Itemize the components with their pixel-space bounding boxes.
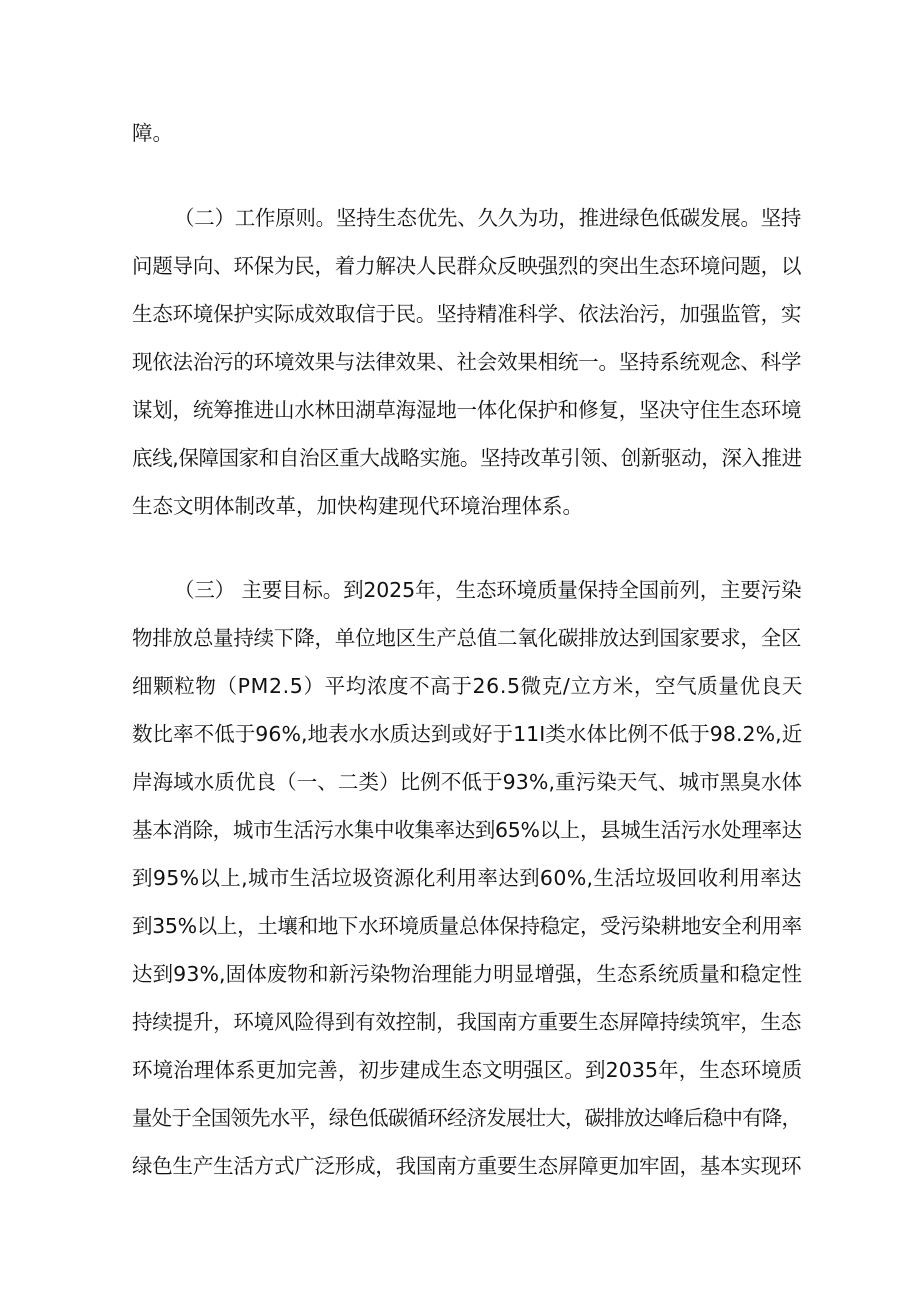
text-line: 到95%以上,城市生活垃圾资源化利用率达到60%,生活垃圾回收利用率达 <box>132 866 802 890</box>
text-line: 到35%以上，土壤和地下水环境质量总体保持稳定，受污染耕地安全利用率 <box>132 914 802 938</box>
text-line: 岸海域水质优良（一、二类）比例不低于93%,重污染天气、城市黑臭水体 <box>132 770 803 794</box>
text-line: 绿色生产生活方式广泛形成，我国南方重要生态屏障更加牢固，基本实现环 <box>132 1154 802 1178</box>
text-line: 底线,保障国家和自治区重大战略实施。坚持改革引领、创新驱动，深入推进 <box>132 446 802 470</box>
text-line: 问题导向、环保为民，着力解决人民群众反映强烈的突出生态环境问题，以 <box>132 254 802 278</box>
text-line: 达到93%,固体废物和新污染物治理能力明显增强，生态系统质量和稳定性 <box>132 962 803 986</box>
text-line: 现依法治污的环境效果与法律效果、社会效果相统一。坚持系统观念、科学 <box>132 350 802 374</box>
text-line: 细颗粒物（PM2.5）平均浓度不高于26.5微克/立方米，空气质量优良天 <box>132 674 803 698</box>
text-line: 基本消除，城市生活污水集中收集率达到65%以上，县城生活污水处理率达 <box>132 818 802 842</box>
text-line: 生态环境保护实际成效取信于民。坚持精准科学、依法治污，加强监管，实 <box>132 302 802 326</box>
text-line: 物排放总量持续下降，单位地区生产总值二氧化碳排放达到国家要求，全区 <box>132 626 802 650</box>
text-line: 生态文明体制改革，加快构建现代环境治理体系。 <box>132 494 583 518</box>
text-line: 持续提升，环境风险得到有效控制，我国南方重要生态屏障持续筑牢，生态 <box>132 1010 802 1034</box>
paragraph-first-line: （二）工作原则。坚持生态优先、久久为功，推进绿色低碳发展。坚持 <box>174 206 802 230</box>
text-line: 量处于全国领先水平，绿色低碳循环经济发展壮大，碳排放达峰后稳中有降， <box>132 1106 802 1130</box>
text-line: 障。 <box>132 121 173 145</box>
text-line: 谋划，统筹推进山水林田湖草海湿地一体化保护和修复，坚决守住生态环境 <box>132 398 802 422</box>
text-line: 环境治理体系更加完善，初步建成生态文明强区。到2035年，生态环境质 <box>132 1058 803 1082</box>
paragraph-first-line: （三） 主要目标。到2025年，生态环境质量保持全国前列，主要污染 <box>174 578 802 602</box>
text-line: 数比率不低于96%,地表水水质达到或好于11I类水体比例不低于98.2%,近 <box>132 722 803 746</box>
